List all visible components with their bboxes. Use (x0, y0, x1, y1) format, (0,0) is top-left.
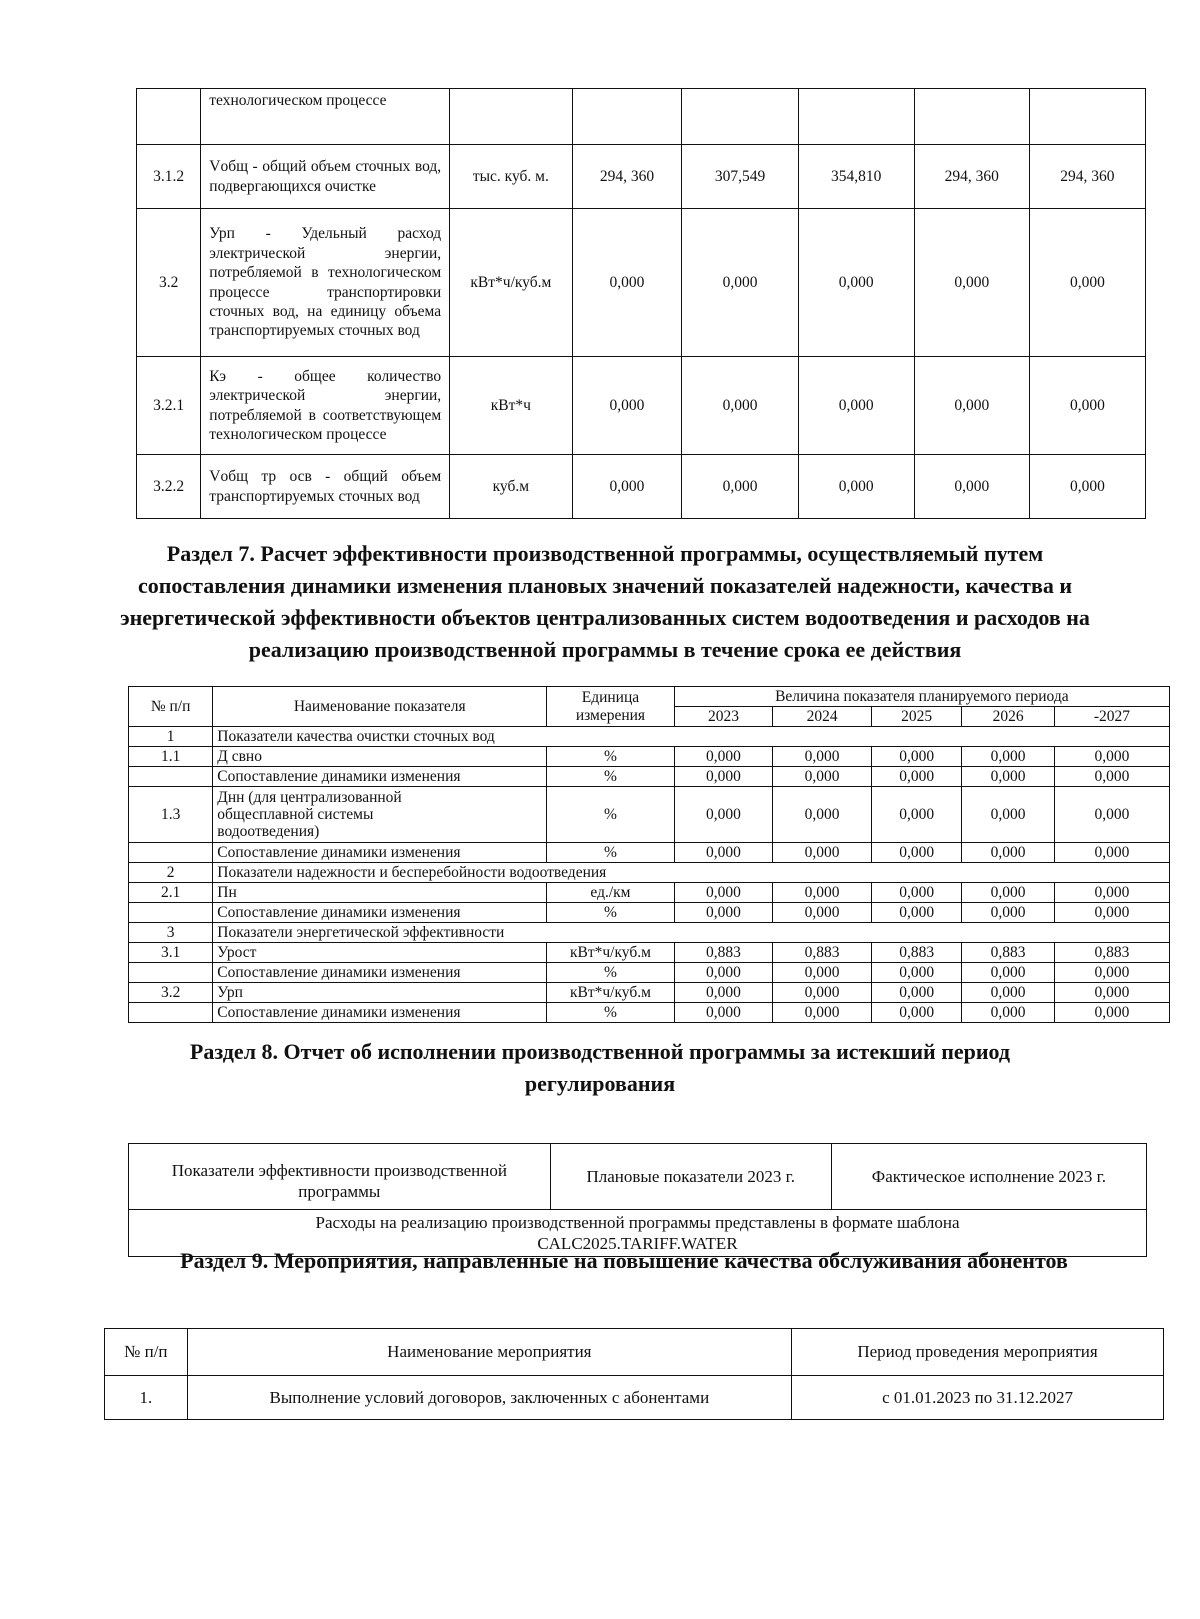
indicator-value: 0,000 (871, 963, 961, 983)
row-num: 3.2.2 (137, 455, 201, 519)
indicator-value: 0,000 (773, 843, 872, 863)
table-row (129, 843, 1170, 863)
row-num (129, 843, 213, 863)
indicator-value: 0,000 (962, 767, 1054, 787)
indicator-value: 0,000 (773, 903, 872, 923)
table-row (129, 747, 1170, 767)
table-row (129, 787, 1170, 843)
indicator-value: 0,883 (674, 943, 773, 963)
row-num: 1.1 (129, 747, 213, 767)
row-value: 294, 360 (1029, 145, 1145, 209)
indicator-value: 0,000 (1054, 787, 1169, 843)
table-row (129, 943, 1170, 963)
indicator-value: 0,000 (1054, 983, 1169, 1003)
indicator-value: 0,000 (962, 747, 1054, 767)
section-7-title: Раздел 7. Расчет эффективности производственной программы, осуществляемый путем сопоставления динамики изменения плановых значений показателей надежности, качества и энергетической эффективности объектов централизованных систем водоотведения и расходов на реализацию производственной программы в течение срока ее действия (120, 541, 1090, 662)
row-value: 0,000 (798, 455, 914, 519)
header-measure-name: Наименование мероприятия (187, 1329, 791, 1376)
row-unit (450, 89, 572, 145)
indicator-value: 0,000 (1054, 883, 1169, 903)
indicator-unit: % (547, 843, 674, 863)
indicator-value: 0,000 (674, 983, 773, 1003)
indicator-value: 0,000 (962, 983, 1054, 1003)
indicator-name: Сопоставление динамики изменения (213, 1003, 547, 1023)
indicator-value: 0,000 (871, 903, 961, 923)
row-value: 0,000 (682, 209, 798, 357)
table-row (129, 767, 1170, 787)
indicator-value: 0,000 (773, 883, 872, 903)
indicator-value: 0,000 (1054, 843, 1169, 863)
indicator-value: 0,000 (773, 787, 872, 843)
table-row (129, 983, 1170, 1003)
indicator-value: 0,000 (962, 843, 1054, 863)
table-row (137, 89, 1146, 145)
row-value: 0,000 (914, 357, 1029, 455)
row-unit: куб.м (450, 455, 572, 519)
indicator-name: Сопоставление динамики изменения (213, 767, 547, 787)
execution-report-table (128, 1143, 1147, 1257)
indicator-value: 0,883 (1054, 943, 1169, 963)
indicator-unit: кВт*ч/куб.м (547, 983, 674, 1003)
row-num: 3.2 (137, 209, 201, 357)
indicator-unit: % (547, 787, 674, 843)
row-unit: кВт*ч/куб.м (450, 209, 572, 357)
row-num: 3.1.2 (137, 145, 201, 209)
row-value (572, 89, 682, 145)
energy-indicators-table (136, 88, 1146, 519)
indicator-value: 0,000 (773, 983, 872, 1003)
header-measure-period: Период проведения мероприятия (792, 1329, 1164, 1376)
indicator-value: 0,000 (871, 787, 961, 843)
section-row (129, 727, 1170, 747)
section-8-title: Раздел 8. Отчет об исполнении производственной программы за истекший период регулирования (189, 1039, 1011, 1096)
row-value: 0,000 (798, 357, 914, 455)
row-num: 1 (129, 727, 213, 747)
row-num (137, 89, 201, 145)
row-value: 0,000 (798, 209, 914, 357)
row-value: 307,549 (682, 145, 798, 209)
indicator-value: 0,000 (962, 903, 1054, 923)
indicator-value: 0,000 (1054, 1003, 1169, 1023)
indicator-unit: % (547, 1003, 674, 1023)
indicator-unit: кВт*ч/куб.м (547, 943, 674, 963)
row-value: 0,000 (914, 455, 1029, 519)
indicator-value: 0,000 (1054, 963, 1169, 983)
indicator-value: 0,000 (773, 1003, 872, 1023)
indicator-value: 0,000 (962, 963, 1054, 983)
indicator-value: 0,000 (962, 787, 1054, 843)
indicator-value: 0,000 (962, 1003, 1054, 1023)
row-value: 294, 360 (572, 145, 682, 209)
indicator-value: 0,000 (674, 1003, 773, 1023)
section-row (129, 863, 1170, 883)
row-value (682, 89, 798, 145)
indicator-value: 0,000 (773, 747, 872, 767)
row-value: 0,000 (682, 455, 798, 519)
row-value: 0,000 (914, 209, 1029, 357)
indicator-value: 0,000 (871, 843, 961, 863)
indicator-value: 0,000 (674, 883, 773, 903)
indicator-name: Сопоставление динамики изменения (213, 843, 547, 863)
header-unit: Единица измерения (547, 687, 674, 727)
row-value: 0,000 (572, 209, 682, 357)
indicator-value: 0,000 (674, 903, 773, 923)
indicator-unit: % (547, 963, 674, 983)
row-value: 0,000 (682, 357, 798, 455)
indicator-value: 0,000 (773, 963, 872, 983)
row-num (129, 767, 213, 787)
table-row (129, 963, 1170, 983)
indicator-value: 0,000 (674, 963, 773, 983)
table-row (137, 357, 1146, 455)
table-row (105, 1376, 1164, 1420)
indicator-value: 0,000 (1054, 903, 1169, 923)
indicator-unit: % (547, 767, 674, 787)
header-year: 2025 (871, 707, 961, 727)
row-value (1029, 89, 1145, 145)
indicator-value: 0,000 (871, 1003, 961, 1023)
section-name: Показатели энергетической эффективности (213, 923, 1170, 943)
row-description: Vобщ тр осв - общий объем транспортируемых сточных вод (201, 455, 450, 519)
row-num: 2.1 (129, 883, 213, 903)
row-description: Урп - Удельный расход электрической энергии, потребляемой в технологическом процессе транспортировки сточных вод, на единицу объема транспортируемых сточных вод (201, 209, 450, 357)
indicator-name: Сопоставление динамики изменения (213, 903, 547, 923)
indicator-value: 0,000 (871, 767, 961, 787)
section-9-title: Раздел 9. Мероприятия, направленные на повышение качества обслуживания абонентов (180, 1248, 1068, 1273)
indicator-value: 0,000 (871, 747, 961, 767)
row-num: 2 (129, 863, 213, 883)
indicator-value: 0,000 (1054, 767, 1169, 787)
table-row (129, 903, 1170, 923)
indicator-name: Сопоставление динамики изменения (213, 963, 547, 983)
row-value: 0,000 (1029, 455, 1145, 519)
header-num: № п/п (105, 1329, 188, 1376)
row-unit: кВт*ч (450, 357, 572, 455)
row-num: 1.3 (129, 787, 213, 843)
indicator-value: 0,883 (962, 943, 1054, 963)
table-row (137, 455, 1146, 519)
table-row (137, 209, 1146, 357)
indicator-name: Пн (213, 883, 547, 903)
row-num: 3.2.1 (137, 357, 201, 455)
header-period: Величина показателя планируемого периода (674, 687, 1169, 707)
indicator-value: 0,000 (773, 767, 872, 787)
header-actual-2023: Фактическое исполнение 2023 г. (831, 1144, 1146, 1210)
indicator-value: 0,883 (871, 943, 961, 963)
row-num (129, 1003, 213, 1023)
table-row (129, 1003, 1170, 1023)
measure-period: с 01.01.2023 по 31.12.2027 (792, 1376, 1164, 1420)
expenses-note: Расходы на реализацию производственной программы представлены в формате шаблона CALC2025.TARIFF.WATER (129, 1209, 1147, 1257)
indicator-name: Днн (для централизованной общесплавной системы водоотведения) (213, 787, 547, 843)
header-num: № п/п (129, 687, 213, 727)
indicator-value: 0,000 (871, 883, 961, 903)
row-unit: тыс. куб. м. (450, 145, 572, 209)
service-measures-table (104, 1328, 1164, 1420)
row-num (129, 963, 213, 983)
row-value: 294, 360 (914, 145, 1029, 209)
row-value (798, 89, 914, 145)
section-name: Показатели качества очистки сточных вод (213, 727, 1170, 747)
indicator-unit: % (547, 903, 674, 923)
indicator-name: Д свно (213, 747, 547, 767)
row-value: 0,000 (1029, 357, 1145, 455)
indicator-value: 0,000 (674, 747, 773, 767)
section-row (129, 923, 1170, 943)
indicator-value: 0,000 (674, 787, 773, 843)
row-value: 0,000 (572, 455, 682, 519)
efficiency-calculation-table (128, 686, 1170, 1023)
measure-num: 1. (105, 1376, 188, 1420)
indicator-name: Урост (213, 943, 547, 963)
header-year: 2026 (962, 707, 1054, 727)
row-value: 354,810 (798, 145, 914, 209)
indicator-unit: ед./км (547, 883, 674, 903)
indicator-value: 0,883 (773, 943, 872, 963)
indicator-value: 0,000 (871, 983, 961, 1003)
header-year: 2023 (674, 707, 773, 727)
indicator-value: 0,000 (1054, 747, 1169, 767)
row-description: Vобщ - общий объем сточных вод, подвергающихся очистке (201, 145, 450, 209)
row-num: 3.2 (129, 983, 213, 1003)
header-efficiency-indicators: Показатели эффективности производственной программы (129, 1144, 551, 1210)
table-row (129, 883, 1170, 903)
header-planned-2023: Плановые показатели 2023 г. (550, 1144, 831, 1210)
header-year: -2027 (1054, 707, 1169, 727)
indicator-name: Урп (213, 983, 547, 1003)
row-num: 3.1 (129, 943, 213, 963)
row-num (129, 903, 213, 923)
indicator-value: 0,000 (674, 843, 773, 863)
header-indicator-name: Наименование показателя (213, 687, 547, 727)
row-value: 0,000 (1029, 209, 1145, 357)
indicator-value: 0,000 (674, 767, 773, 787)
row-description: технологическом процессе (201, 89, 450, 145)
section-name: Показатели надежности и бесперебойности водоотведения (213, 863, 1170, 883)
row-value (914, 89, 1029, 145)
row-num: 3 (129, 923, 213, 943)
indicator-unit: % (547, 747, 674, 767)
row-value: 0,000 (572, 357, 682, 455)
table-row (137, 145, 1146, 209)
header-year: 2024 (773, 707, 872, 727)
indicator-value: 0,000 (962, 883, 1054, 903)
measure-name: Выполнение условий договоров, заключенных с абонентами (187, 1376, 791, 1420)
row-description: Кэ - общее количество электрической энергии, потребляемой в соответствующем технологическом процессе (201, 357, 450, 455)
